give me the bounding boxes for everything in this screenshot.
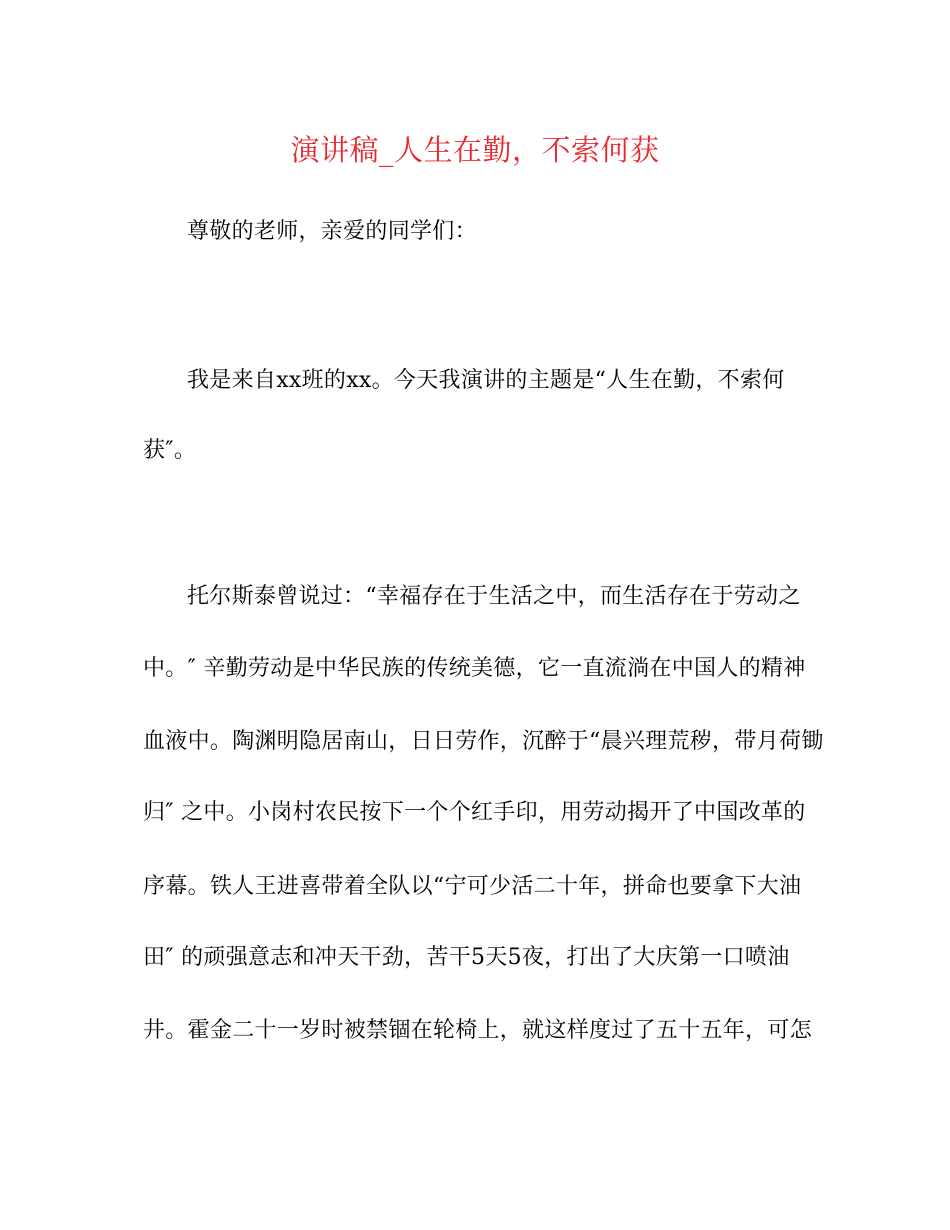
paragraph-1-line-2: 获″。: [143, 438, 197, 463]
paragraph-2-line-3: 血液中。陶渊明隐居南山，日日劳作，沉醉于“晨兴理荒秽，带月荷锄: [143, 729, 824, 754]
paragraph-2-line-5: 序幕。铁人王进喜带着全队以“宁可少活二十年，拼命也要拿下大油: [143, 874, 802, 899]
paragraph-2-line-4: 归″ 之中。小岗村农民按下一个个红手印，用劳动揭开了中国改革的: [143, 800, 806, 825]
paragraph-2-line-1: 托尔斯泰曾说过：“幸福存在于生活之中，而生活存在于劳动之: [187, 584, 801, 609]
paragraph-1-line-1: 我是来自xx班的xx。今天我演讲的主题是“人生在勤，不索何: [187, 368, 785, 393]
paragraph-2-line-6: 田″ 的顽强意志和冲天干劲，苦干5天5夜，打出了大庆第一口喷油: [143, 945, 790, 970]
salutation: 尊敬的老师，亲爱的同学们：: [187, 219, 477, 244]
paragraph-2-line-2: 中。″ 辛勤劳动是中华民族的传统美德，它一直流淌在中国人的精神: [143, 656, 806, 681]
document-title: 演讲稿_人生在勤，不索何获: [290, 133, 660, 167]
paragraph-2-line-7: 井。霍金二十一岁时被禁锢在轮椅上，就这样度过了五十五年，可怎: [143, 1018, 813, 1043]
